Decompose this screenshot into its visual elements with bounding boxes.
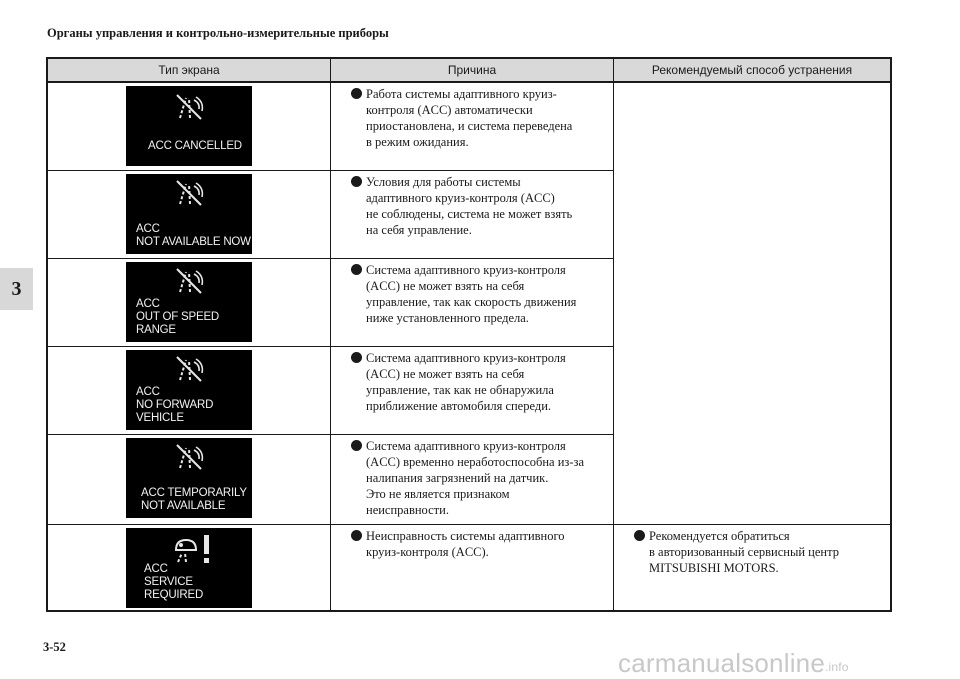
screen-cell <box>47 346 331 434</box>
reason-cell: Условия для работы системы адаптивного круиз-контроля (ACC) не соблюдены, система не может взять на себя управление. <box>331 170 614 258</box>
crossed-acc-sensor-icon <box>172 352 206 386</box>
bullet-icon <box>351 440 362 451</box>
reason-cell: Система адаптивного круиз-контроля (ACC) не может взять на себя управление, так как не обнаружила приближение автомобиля спереди. <box>331 346 614 434</box>
reason-cell: Неисправность системы адаптивного круиз-контроля (ACC). <box>331 524 614 611</box>
remedy-cell: Рекомендуется обратиться в авторизованный сервисный центр MITSUBISHI MOTORS. <box>614 524 892 611</box>
chapter-number: 3 <box>11 277 22 300</box>
column-header-reason: Причина <box>331 58 614 82</box>
screen-cell <box>47 82 331 170</box>
display-message: ACC NO FORWARD VEHICLE <box>136 385 214 424</box>
screen-cell <box>47 434 331 524</box>
screen-cell <box>47 524 331 611</box>
display-message: ACC TEMPORARILY NOT AVAILABLE <box>141 486 247 512</box>
acc-messages-table <box>46 57 892 612</box>
acc-display <box>126 262 252 342</box>
crossed-acc-sensor-icon <box>172 264 206 298</box>
table-header-row <box>47 58 891 82</box>
page-number: 3-52 <box>43 640 66 654</box>
bullet-icon <box>351 530 362 541</box>
watermark <box>618 648 849 679</box>
bullet-icon <box>351 264 362 275</box>
display-message: ACC SERVICE REQUIRED <box>144 562 204 601</box>
crossed-acc-sensor-icon <box>172 176 206 210</box>
table-row <box>47 524 891 611</box>
acc-display <box>126 528 252 608</box>
remedy-cell-empty <box>614 82 892 524</box>
reason-cell: Работа системы адаптивного круиз- контроля (ACC) автоматически приостановлена, и система переведена в режим ожидания. <box>331 82 614 170</box>
table-row <box>47 82 891 170</box>
acc-display <box>126 86 252 166</box>
reason-cell: Система адаптивного круиз-контроля (ACC) временно неработоспособна из-за налипания загрязнений на датчик. Это не является признаком неисправности. <box>331 434 614 524</box>
display-message: ACC NOT AVAILABLE NOW <box>136 222 251 248</box>
bullet-icon <box>634 530 645 541</box>
acc-warning-icon <box>170 532 218 566</box>
page-title: Органы управления и контрольно-измерительные приборы <box>47 26 389 40</box>
crossed-acc-sensor-icon <box>172 440 206 474</box>
watermark-main: carmanualsonline <box>618 648 825 678</box>
column-header-remedy: Рекомендуемый способ устранения <box>614 58 892 82</box>
acc-display <box>126 350 252 430</box>
acc-display <box>126 438 252 518</box>
screen-cell <box>47 258 331 346</box>
column-header-screen-type: Тип экрана <box>47 58 331 82</box>
acc-display <box>126 174 252 254</box>
crossed-acc-sensor-icon <box>172 90 206 124</box>
display-message: ACC OUT OF SPEED RANGE <box>136 297 220 336</box>
bullet-icon <box>351 352 362 363</box>
chapter-tab <box>0 268 33 310</box>
watermark-sub: .info <box>825 660 849 674</box>
screen-cell <box>47 170 331 258</box>
bullet-icon <box>351 176 362 187</box>
bullet-icon <box>351 88 362 99</box>
display-message: ACC CANCELLED <box>148 140 242 152</box>
reason-cell: Система адаптивного круиз-контроля (ACC) не может взять на себя управление, так как скорость движения ниже установленного предела. <box>331 258 614 346</box>
